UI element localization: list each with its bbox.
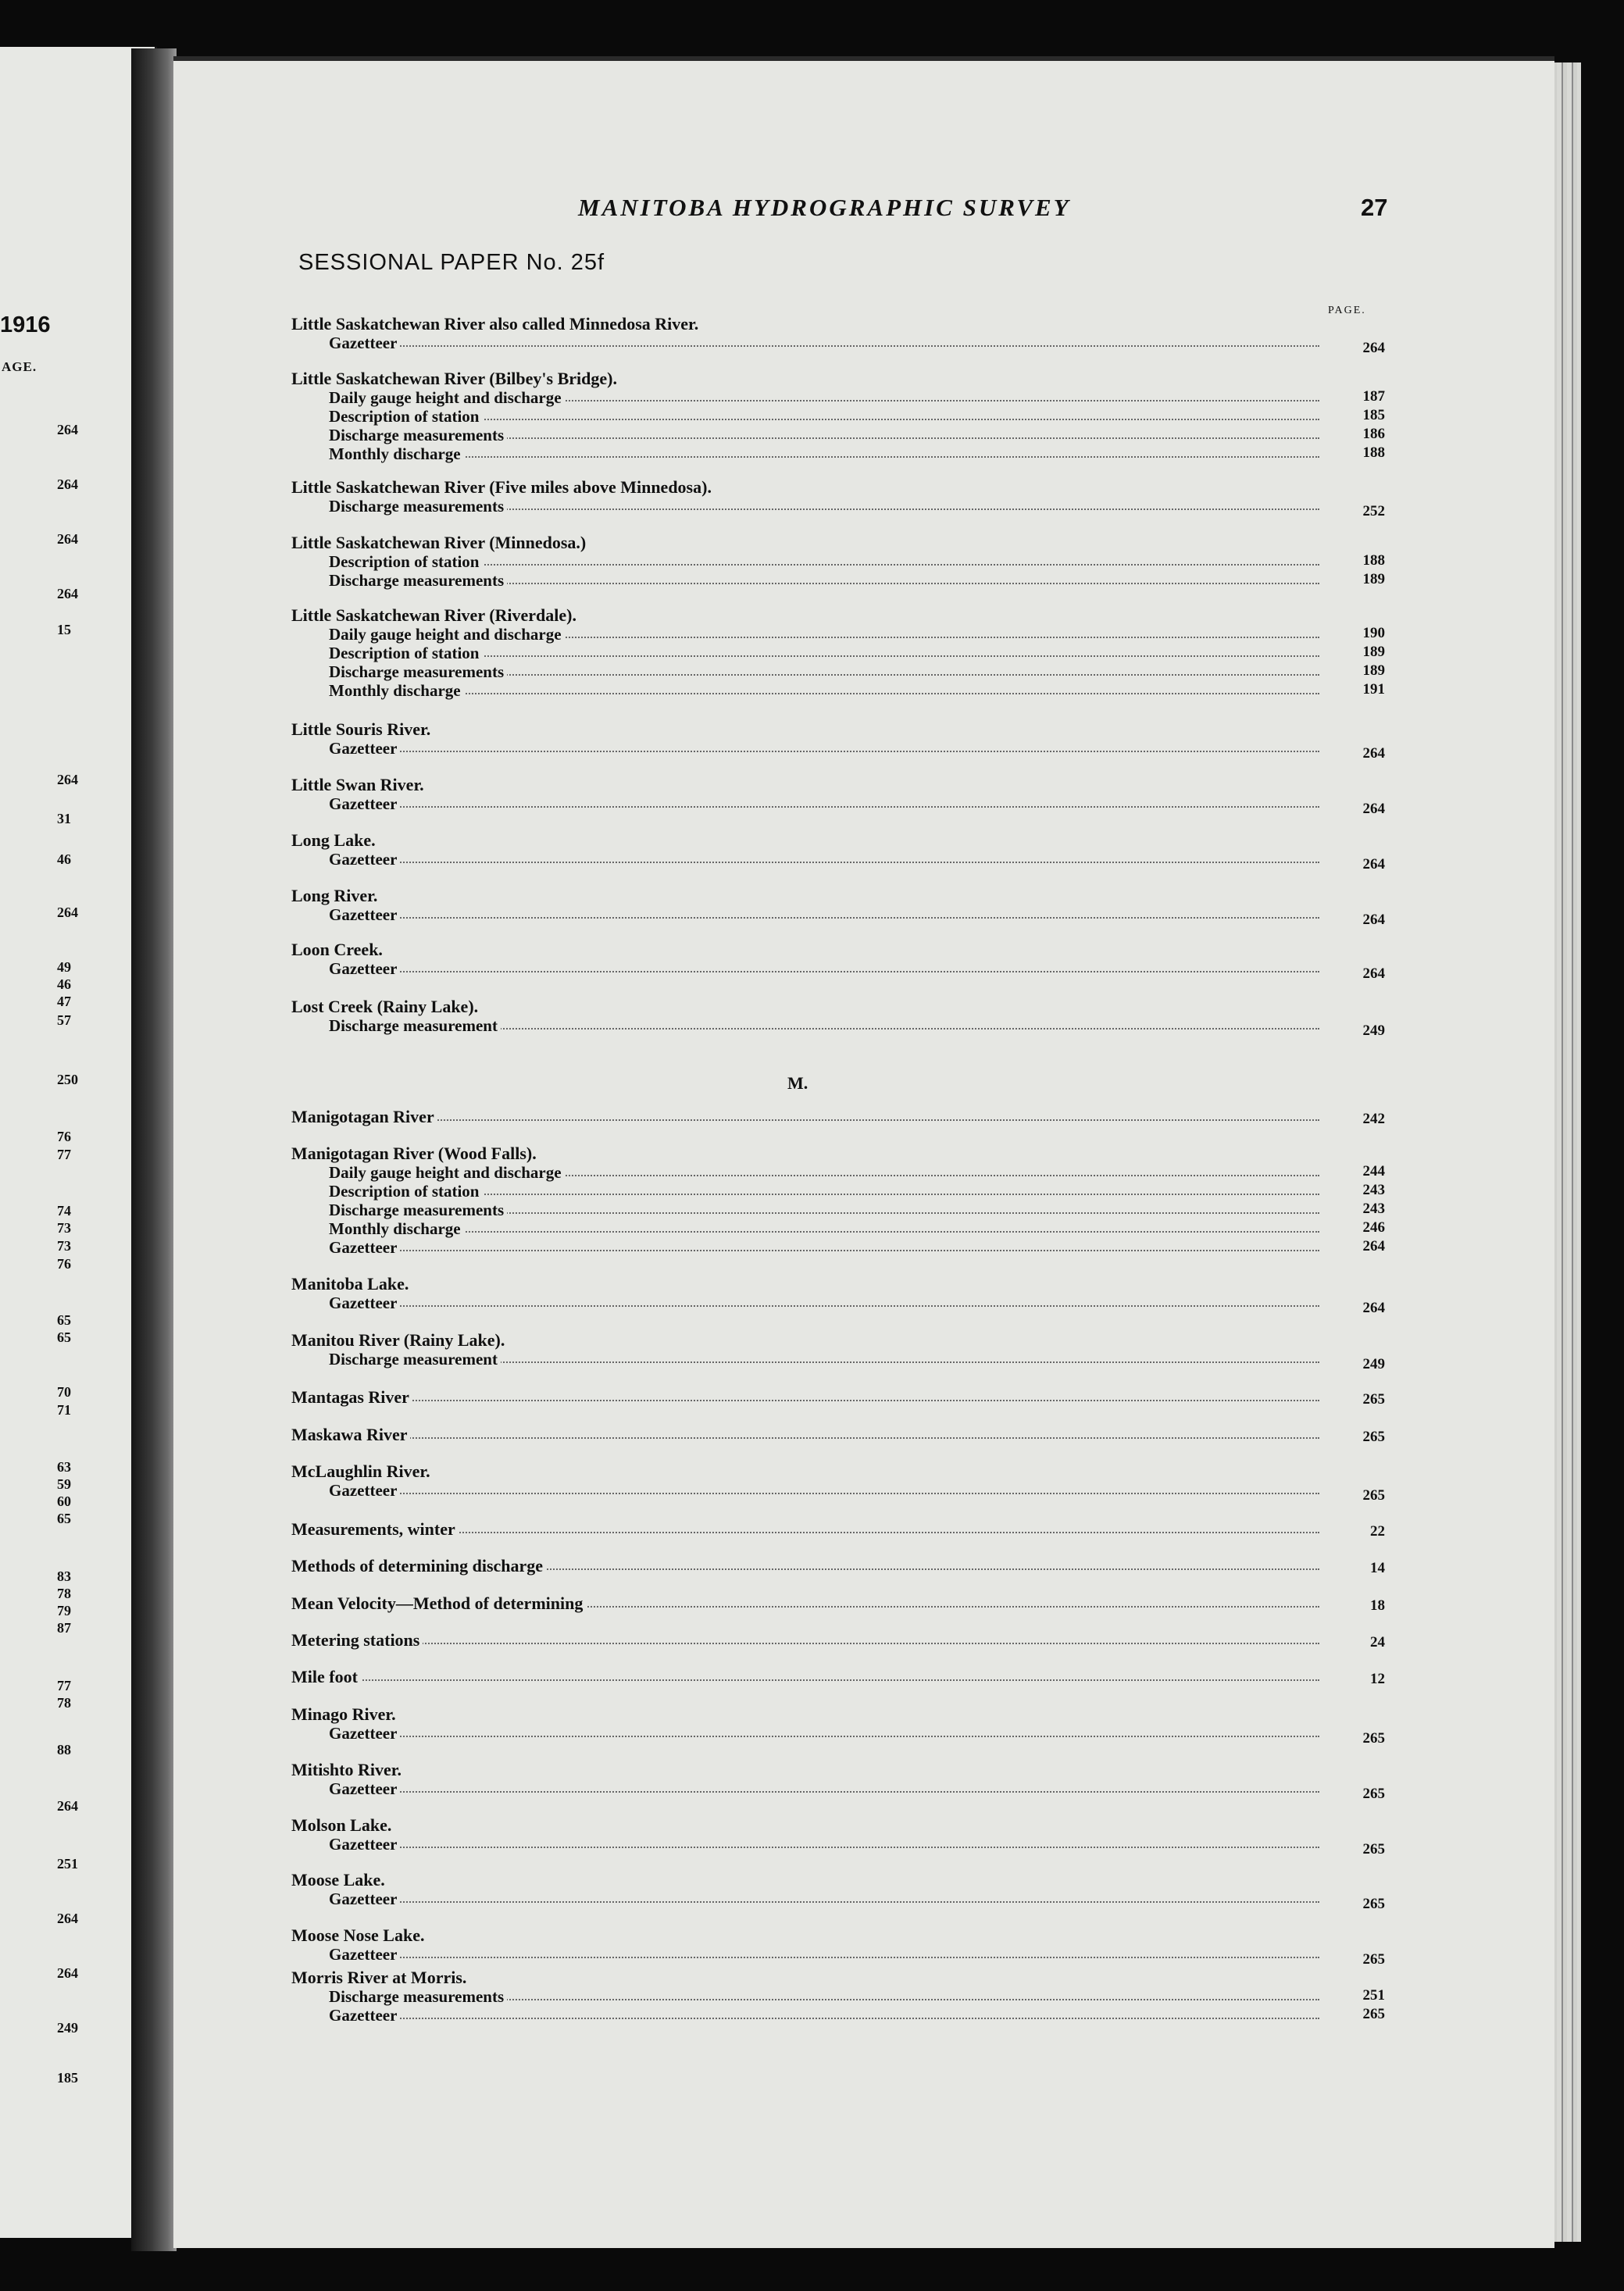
left-column-header: AGE.	[2, 359, 37, 374]
dot-leader	[329, 456, 1319, 458]
entry-heading: Long River.	[291, 886, 378, 905]
page-number: 27	[1361, 194, 1388, 221]
index-entry	[291, 1760, 1385, 1802]
sub-entry	[291, 625, 1385, 644]
sub-entry	[291, 1987, 1385, 2006]
index-entry	[291, 997, 1385, 1039]
sub-entry-label: Description of station	[329, 552, 483, 571]
entry-heading: Lost Creek (Rainy Lake).	[291, 997, 479, 1016]
sub-entry	[291, 571, 1385, 590]
dot-leader	[329, 693, 1319, 694]
entry-page: 265	[1362, 1429, 1385, 1445]
entry-heading: Little Saskatchewan River also called Minnedosa River.	[291, 314, 699, 334]
entry-heading: Long Lake.	[291, 830, 376, 850]
sub-entry-page: 251	[1362, 1987, 1385, 2004]
entry-heading: Manitou River (Rainy Lake).	[291, 1330, 505, 1350]
sub-entry-label: Monthly discharge	[329, 444, 464, 463]
sub-entry-label: Discharge measurement	[329, 1016, 501, 1035]
sub-entry-label: Discharge measurements	[329, 497, 507, 516]
entry-heading: Molson Lake.	[291, 1815, 392, 1835]
entry-page: 265	[1362, 1391, 1385, 1408]
entry-page: 14	[1370, 1560, 1385, 1576]
sub-entry	[291, 1219, 1385, 1238]
sub-entry-label: Gazetteer	[329, 334, 400, 352]
sub-entry-page: 265	[1362, 1841, 1385, 1857]
dot-leader	[291, 1437, 1319, 1439]
sub-entry-page: 265	[1362, 1730, 1385, 1747]
entry-page: 242	[1362, 1111, 1385, 1127]
sub-entry-label: Description of station	[329, 407, 483, 426]
sub-entry-page: 252	[1362, 503, 1385, 519]
entry-heading: Measurements, winter	[291, 1520, 459, 1539]
sub-entry-page: 264	[1362, 340, 1385, 356]
sub-entry-page: 191	[1362, 681, 1385, 698]
dot-leader	[329, 917, 1319, 919]
entry-heading: Little Saskatchewan River (Riverdale).	[291, 605, 576, 625]
page-column-label: PAGE.	[1328, 305, 1366, 316]
sub-entry-page: 189	[1362, 662, 1385, 679]
sub-entry-page: 249	[1362, 1356, 1385, 1372]
entry-page: 24	[1370, 1634, 1385, 1650]
sub-entry-page: 185	[1362, 407, 1385, 423]
sub-entry-page: 264	[1362, 1300, 1385, 1316]
entry-heading: Loon Creek.	[291, 940, 383, 959]
sub-entry-page: 264	[1362, 912, 1385, 928]
dot-leader	[329, 1493, 1319, 1494]
sub-entry-page: 243	[1362, 1201, 1385, 1217]
index-entry	[291, 1668, 1385, 1686]
sub-entry-page: 187	[1362, 388, 1385, 405]
dot-leader	[329, 862, 1319, 863]
sub-entry-page: 265	[1362, 1487, 1385, 1504]
sub-entry	[291, 444, 1385, 463]
entry-page: 18	[1370, 1597, 1385, 1614]
sub-entry	[291, 794, 1385, 817]
entry-heading: Little Saskatchewan River (Bilbey's Bridge).	[291, 369, 617, 388]
sub-entry	[291, 1350, 1385, 1372]
sub-entry-page: 188	[1362, 552, 1385, 569]
sub-entry-page: 244	[1362, 1163, 1385, 1179]
index-entry	[291, 1144, 1385, 1257]
sub-entry	[291, 407, 1385, 426]
sub-entry	[291, 388, 1385, 407]
dot-leader	[329, 1791, 1319, 1793]
index-entry	[291, 830, 1385, 873]
sub-entry-label: Monthly discharge	[329, 1219, 464, 1238]
entry-heading: Morris River at Morris.	[291, 1968, 467, 1987]
dot-leader	[329, 1901, 1319, 1903]
sub-entry	[291, 644, 1385, 662]
sub-entry-page: 264	[1362, 856, 1385, 873]
entry-heading: Mantagas River	[291, 1388, 412, 1407]
entry-heading: Mitishto River.	[291, 1760, 402, 1779]
sub-entry-label: Gazetteer	[329, 739, 400, 758]
sub-entry	[291, 662, 1385, 681]
dot-leader	[329, 1231, 1319, 1233]
sub-entry-page: 265	[1362, 1951, 1385, 1968]
sub-entry-label: Discharge measurement	[329, 1350, 501, 1369]
section-letter: M.	[787, 1073, 808, 1093]
index-entry	[291, 1274, 1385, 1316]
sub-entry-label: Gazetteer	[329, 850, 400, 869]
sub-entry-label: Gazetteer	[329, 1945, 400, 1964]
sub-entry-page: 264	[1362, 801, 1385, 817]
sub-entry	[291, 905, 1385, 928]
sub-entry-page: 265	[1362, 1896, 1385, 1912]
entry-heading: Little Saskatchewan River (Minnedosa.)	[291, 533, 587, 552]
entry-heading: Moose Nose Lake.	[291, 1925, 425, 1945]
sub-entry	[291, 1016, 1385, 1039]
left-page: 1916 AGE. 264 264 264 264 15 264 31 46 264 49 46 47 57 250 76 77 74 73 73 76 65 65 70 71 63 59 60 65 83 78 79 87 77 78 88 264 251 264 264 249 185	[0, 47, 157, 2238]
index-entry	[291, 886, 1385, 928]
sub-entry	[291, 552, 1385, 571]
sub-entry-page: 188	[1362, 444, 1385, 461]
dot-leader	[329, 1736, 1319, 1737]
index-entry	[291, 1815, 1385, 1857]
index-entry	[291, 369, 1385, 463]
sub-entry-label: Gazetteer	[329, 1779, 400, 1798]
dot-leader	[329, 1957, 1319, 1958]
sub-entry-label: Discharge measurements	[329, 426, 507, 444]
index-entry	[291, 1631, 1385, 1650]
index-entry	[291, 940, 1385, 982]
entry-heading: Manigotagan River (Wood Falls).	[291, 1144, 537, 1163]
index-entry	[291, 314, 1385, 356]
index-entry	[291, 1594, 1385, 1613]
sub-entry-page: 246	[1362, 1219, 1385, 1236]
index-entry	[291, 1520, 1385, 1539]
entry-heading: Methods of determining discharge	[291, 1557, 546, 1576]
sub-entry-label: Gazetteer	[329, 1238, 400, 1257]
index-entry	[291, 1704, 1385, 1747]
sub-entry-page: 243	[1362, 1182, 1385, 1198]
sub-entry-page: 249	[1362, 1022, 1385, 1039]
sub-entry	[291, 1724, 1385, 1747]
dot-leader	[329, 345, 1319, 347]
running-head: MANITOBA HYDROGRAPHIC SURVEY	[578, 194, 1071, 221]
index-entry	[291, 719, 1385, 762]
sub-entry-page: 264	[1362, 965, 1385, 982]
sub-entry	[291, 1890, 1385, 1912]
index-entry	[291, 1925, 1385, 1968]
dot-leader	[329, 1250, 1319, 1251]
sub-entry	[291, 1294, 1385, 1316]
sub-entry-page: 265	[1362, 2006, 1385, 2022]
sessional-paper: SESSIONAL PAPER No. 25f	[298, 250, 605, 275]
sub-entry-label: Daily gauge height and discharge	[329, 1163, 565, 1182]
sub-entry-label: Description of station	[329, 1182, 483, 1201]
sub-entry	[291, 850, 1385, 873]
sub-entry-label: Gazetteer	[329, 1724, 400, 1743]
sub-entry-label: Gazetteer	[329, 794, 400, 813]
sub-entry-label: Gazetteer	[329, 1835, 400, 1854]
sub-entry	[291, 959, 1385, 982]
sub-entry-label: Discharge measurements	[329, 571, 507, 590]
sub-entry-label: Gazetteer	[329, 1294, 400, 1312]
entry-heading: Little Swan River.	[291, 775, 424, 794]
sub-entry	[291, 1163, 1385, 1182]
entry-page: 22	[1370, 1523, 1385, 1540]
sub-entry	[291, 1238, 1385, 1257]
sub-entry-page: 264	[1362, 1238, 1385, 1254]
entry-heading: Mean Velocity—Method of determining	[291, 1594, 586, 1613]
entry-heading: Mile foot	[291, 1668, 361, 1686]
index-entry	[291, 1557, 1385, 1576]
sub-entry-label: Gazetteer	[329, 1890, 400, 1908]
sub-entry-label: Daily gauge height and discharge	[329, 388, 565, 407]
entry-heading: Manitoba Lake.	[291, 1274, 409, 1294]
index-entry	[291, 775, 1385, 817]
dot-leader	[329, 971, 1319, 972]
sub-entry-label: Gazetteer	[329, 959, 400, 978]
sub-entry-page: 189	[1362, 644, 1385, 660]
sub-entry-label: Gazetteer	[329, 1481, 400, 1500]
sub-entry	[291, 1201, 1385, 1219]
sub-entry-label: Discharge measurements	[329, 1987, 507, 2006]
sub-entry-label: Daily gauge height and discharge	[329, 625, 565, 644]
index-entry	[291, 1388, 1385, 1407]
sub-entry	[291, 739, 1385, 762]
dot-leader	[291, 1400, 1319, 1401]
index-entry	[291, 1968, 1385, 2025]
sub-entry	[291, 1182, 1385, 1201]
sub-entry	[291, 1835, 1385, 1857]
sub-entry	[291, 1779, 1385, 1802]
dot-leader	[329, 2018, 1319, 2019]
book-spine	[131, 48, 177, 2251]
sub-entry	[291, 334, 1385, 356]
sub-entry-label: Discharge measurements	[329, 1201, 507, 1219]
sub-entry	[291, 1945, 1385, 1968]
dot-leader	[329, 1305, 1319, 1307]
sub-entry-page: 189	[1362, 571, 1385, 587]
entry-heading: Minago River.	[291, 1704, 396, 1724]
sub-entry	[291, 2006, 1385, 2025]
entry-heading: Little Souris River.	[291, 719, 431, 739]
sub-entry-label: Gazetteer	[329, 905, 400, 924]
dot-leader	[291, 1119, 1319, 1121]
index-entry	[291, 1461, 1385, 1504]
index-entry	[291, 1870, 1385, 1912]
dot-leader	[329, 806, 1319, 808]
index-entry	[291, 533, 1385, 590]
left-year: 1916	[0, 312, 51, 337]
sub-entry-label: Gazetteer	[329, 2006, 400, 2025]
entry-heading: Metering stations	[291, 1631, 423, 1650]
entry-heading: Moose Lake.	[291, 1870, 385, 1890]
dot-leader	[329, 1847, 1319, 1848]
sub-entry-label: Discharge measurements	[329, 662, 507, 681]
entry-heading: McLaughlin River.	[291, 1461, 430, 1481]
sub-entry-page: 186	[1362, 426, 1385, 442]
sub-entry-page: 265	[1362, 1786, 1385, 1802]
entry-heading: Little Saskatchewan River (Five miles above Minnedosa).	[291, 477, 712, 497]
dot-leader	[329, 751, 1319, 752]
sub-entry-page: 190	[1362, 625, 1385, 641]
sub-entry	[291, 426, 1385, 444]
sub-entry-label: Description of station	[329, 644, 483, 662]
index-entry	[291, 477, 1385, 519]
entry-heading: Maskawa River	[291, 1426, 410, 1444]
index-entry	[291, 1426, 1385, 1444]
sub-entry	[291, 681, 1385, 700]
sub-entry	[291, 497, 1385, 519]
sub-entry-label: Monthly discharge	[329, 681, 464, 700]
index-entry	[291, 1108, 1385, 1126]
dot-leader	[291, 1643, 1319, 1644]
index-entry	[291, 1330, 1385, 1372]
index-entry	[291, 606, 1385, 700]
entry-heading: Manigotagan River	[291, 1108, 437, 1126]
sub-entry-page: 264	[1362, 745, 1385, 762]
sub-entry	[291, 1481, 1385, 1504]
dot-leader	[291, 1679, 1319, 1681]
entry-page: 12	[1370, 1671, 1385, 1687]
